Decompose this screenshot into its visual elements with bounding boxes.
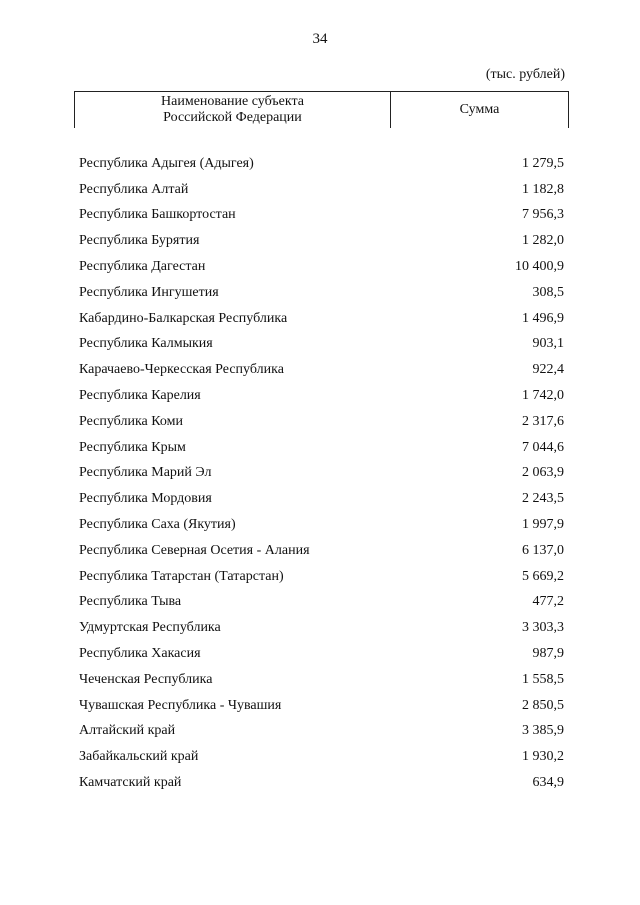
region-amount: 1 997,9 [522,517,564,533]
table-row [79,383,564,409]
region-amount: 6 137,0 [522,542,564,558]
region-name: Республика Мордовия [79,491,212,507]
region-amount: 7 044,6 [522,439,564,455]
region-name: Республика Тыва [79,594,182,610]
region-amount: 1 279,5 [522,155,564,171]
region-name: Республика Башкортостан [79,207,236,223]
region-amount: 2 243,5 [522,491,564,507]
region-name: Республика Калмыкия [79,336,213,352]
table-row [79,332,564,358]
table-row [79,254,564,280]
table-row [79,409,564,435]
header-sum-cell: Сумма [391,92,569,128]
region-name: Кабардино-Балкарская Республика [79,310,288,326]
table-header [74,91,569,128]
page-number: 34 [312,31,328,47]
region-name: Республика Алтай [79,181,189,197]
region-name: Забайкальский край [79,749,199,765]
table-row [79,512,564,538]
region-name: Карачаево-Черкесская Республика [79,362,284,378]
region-name: Республика Дагестан [79,259,206,275]
region-name: Республика Бурятия [79,233,200,249]
table-row [79,719,564,745]
table-row [79,306,564,332]
region-amount: 3 303,3 [522,620,564,636]
region-amount: 308,5 [532,284,564,300]
region-amount: 1 742,0 [522,388,564,404]
region-name: Камчатский край [79,775,182,791]
table-row [79,280,564,306]
units-label: (тыс. рублей) [485,67,565,82]
table-row [79,770,564,796]
table-row [79,538,564,564]
region-amount: 634,9 [532,775,564,791]
region-name: Республика Татарстан (Татарстан) [79,568,284,584]
region-name: Удмуртская Республика [79,620,221,636]
region-amount: 5 669,2 [522,568,564,584]
table-row [79,177,564,203]
table-row [79,357,564,383]
region-amount: 987,9 [532,646,564,662]
table-row [79,203,564,229]
region-amount: 7 956,3 [522,207,564,223]
region-amount: 922,4 [532,362,564,378]
region-amount: 1 496,9 [522,310,564,326]
header-name-line2: Российской Федерации [163,110,302,125]
table-row [79,228,564,254]
region-amount: 1 282,0 [522,233,564,249]
region-name: Республика Адыгея (Адыгея) [79,155,254,171]
table-row [79,667,564,693]
table-body [79,151,564,796]
region-name: Республика Хакасия [79,646,201,662]
table-row [79,693,564,719]
table-row [79,615,564,641]
region-amount: 477,2 [532,594,564,610]
region-amount: 2 317,6 [522,413,564,429]
region-name: Республика Карелия [79,388,201,404]
region-amount: 10 400,9 [515,259,564,275]
region-amount: 1 558,5 [522,671,564,687]
header-name-cell [74,92,391,128]
region-name: Республика Коми [79,413,183,429]
table-row [79,564,564,590]
region-amount: 1 182,8 [522,181,564,197]
region-name: Чеченская Республика [79,671,213,687]
region-name: Республика Северная Осетия - Алания [79,542,310,558]
region-name: Республика Марий Эл [79,465,212,481]
table-row [79,151,564,177]
region-name: Республика Ингушетия [79,284,219,300]
region-name: Республика Крым [79,439,186,455]
table-row [79,641,564,667]
region-amount: 1 930,2 [522,749,564,765]
table-row [79,461,564,487]
region-amount: 2 850,5 [522,697,564,713]
region-amount: 2 063,9 [522,465,564,481]
table-row [79,590,564,616]
region-name: Алтайский край [79,723,176,739]
table-row [79,744,564,770]
region-amount: 903,1 [532,336,564,352]
header-name-line1: Наименование субъекта [161,94,304,109]
table-row [79,435,564,461]
region-name: Республика Саха (Якутия) [79,517,236,533]
table-row [79,486,564,512]
region-amount: 3 385,9 [522,723,564,739]
region-name: Чувашская Республика - Чувашия [79,697,282,713]
